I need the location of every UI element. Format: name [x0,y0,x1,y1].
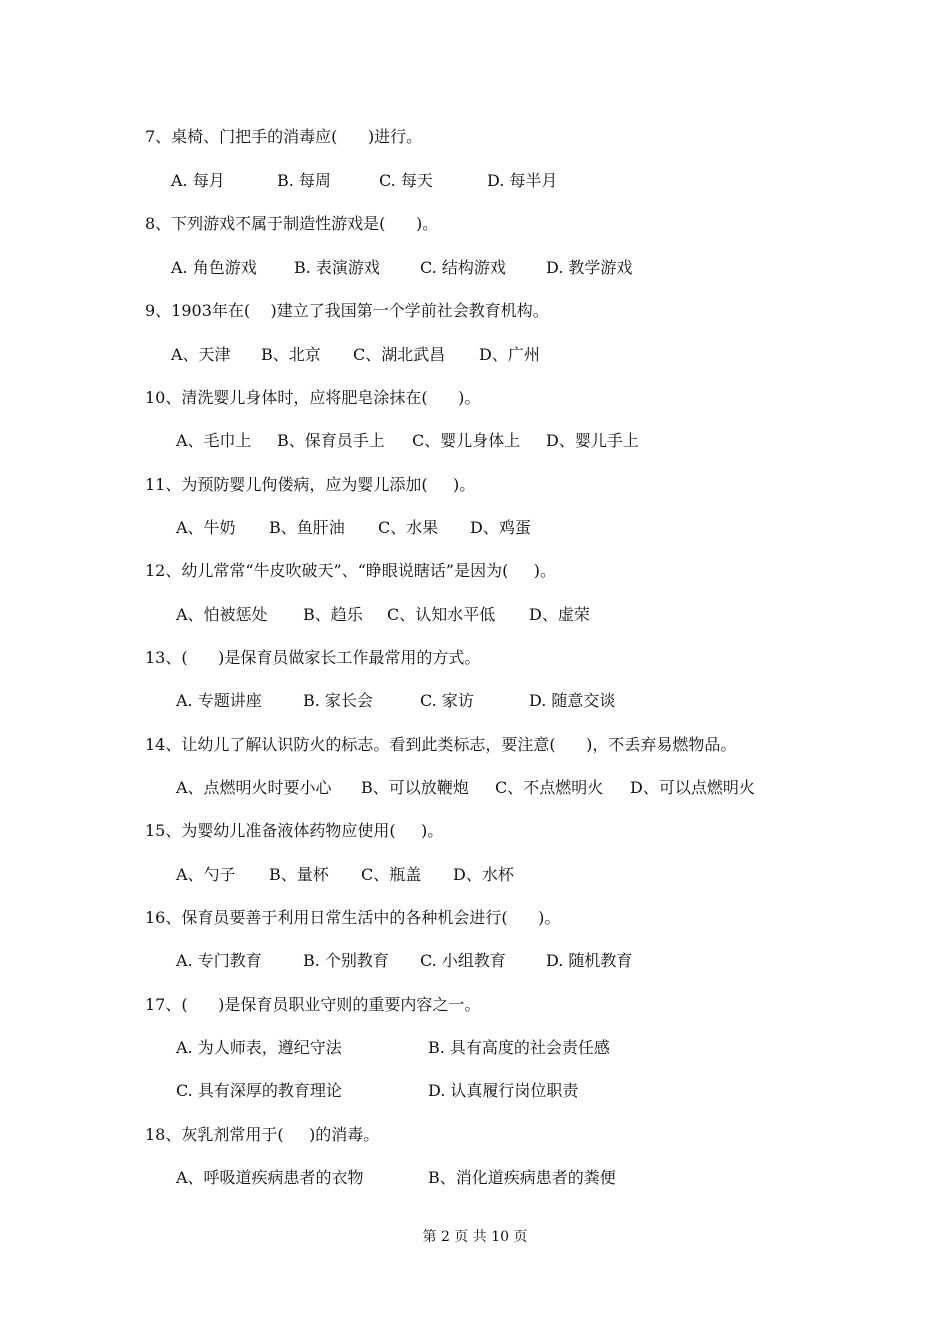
question-14-option-b: B、可以放鞭炮 [361,778,469,797]
question-7-option-c: C. 每天 [379,171,433,190]
question-12-option-c: C、认知水平低 [387,605,496,624]
question-7-stem: 7、桌椅、门把手的消毒应( )进行。 [145,127,423,146]
question-14-option-c: C、不点燃明火 [495,778,604,797]
question-11-option-c: C、水果 [378,518,439,537]
question-13-option-d: D. 随意交谈 [529,691,616,710]
question-15-option-c: C、瓶盖 [361,865,422,884]
page-number-footer: 第 2 页 共 10 页 [422,1229,528,1245]
question-11-option-a: A、牛奶 [176,518,236,537]
question-13-option-b: B. 家长会 [303,691,373,710]
question-18-option-a: A、呼吸道疾病患者的衣物 [176,1168,364,1187]
question-18-stem: 18、灰乳剂常用于( )的消毒。 [145,1125,380,1144]
question-13-option-a: A. 专题讲座 [176,691,262,710]
question-9-option-c: C、湖北武昌 [353,345,446,364]
question-16-option-d: D. 随机教育 [546,951,633,970]
question-13-stem: 13、( )是保育员做家长工作最常用的方式。 [145,648,481,667]
question-10-option-a: A、毛巾上 [176,431,252,450]
question-9-option-b: B、北京 [261,345,321,364]
question-15-option-d: D、水杯 [453,865,514,884]
question-13-option-c: C. 家访 [420,691,474,710]
question-8-option-a: A. 角色游戏 [171,258,257,277]
question-10-option-c: C、婴儿身体上 [412,431,521,450]
question-15-option-b: B、量杯 [269,865,329,884]
question-9-option-a: A、天津 [171,345,231,364]
question-8-option-d: D. 教学游戏 [546,258,633,277]
question-11-stem: 11、为预防婴儿佝偻病，应为婴儿添加( )。 [145,475,476,494]
question-17-option-b: B. 具有高度的社会责任感 [428,1038,610,1057]
question-10-option-d: D、婴儿手上 [546,431,639,450]
question-15-option-a: A、勺子 [176,865,236,884]
question-12-option-b: B、趋乐 [303,605,363,624]
question-7-option-d: D. 每半月 [487,171,558,190]
question-17-option-a: A. 为人师表，遵纪守法 [176,1038,342,1057]
question-10-stem: 10、清洗婴儿身体时，应将肥皂涂抹在( )。 [145,388,481,407]
question-12-option-d: D、虚荣 [529,605,590,624]
question-14-option-a: A、点燃明火时要小心 [176,778,332,797]
question-7-option-a: A. 每月 [171,171,225,190]
question-7-option-b: B. 每周 [277,171,331,190]
question-16-stem: 16、保育员要善于利用日常生活中的各种机会进行( )。 [145,908,561,927]
question-17-option-d: D. 认真履行岗位职责 [428,1081,579,1100]
question-15-stem: 15、为婴幼儿准备液体药物应使用( )。 [145,821,444,840]
question-8-option-c: C. 结构游戏 [420,258,506,277]
question-18-option-b: B、消化道疾病患者的粪便 [428,1168,616,1187]
question-14-stem: 14、让幼儿了解认识防火的标志。看到此类标志，要注意( )，不丢弃易燃物品。 [145,735,737,754]
question-12-stem: 12、幼儿常常“牛皮吹破天”、“睁眼说瞎话”是因为( )。 [145,561,556,580]
question-9-option-d: D、广州 [479,345,540,364]
question-17-option-c: C. 具有深厚的教育理论 [176,1081,342,1100]
question-16-option-b: B. 个别教育 [303,951,389,970]
question-11-option-d: D、鸡蛋 [470,518,531,537]
question-11-option-b: B、鱼肝油 [269,518,345,537]
question-10-option-b: B、保育员手上 [277,431,385,450]
question-8-stem: 8、下列游戏不属于制造性游戏是( )。 [145,214,439,233]
question-17-stem: 17、( )是保育员职业守则的重要内容之一。 [145,995,481,1014]
question-12-option-a: A、怕被惩处 [176,605,268,624]
question-14-option-d: D、可以点燃明火 [630,778,755,797]
question-16-option-c: C. 小组教育 [420,951,506,970]
question-9-stem: 9、1903年在( )建立了我国第一个学前社会教育机构。 [145,301,549,320]
question-8-option-b: B. 表演游戏 [294,258,380,277]
question-16-option-a: A. 专门教育 [176,951,262,970]
